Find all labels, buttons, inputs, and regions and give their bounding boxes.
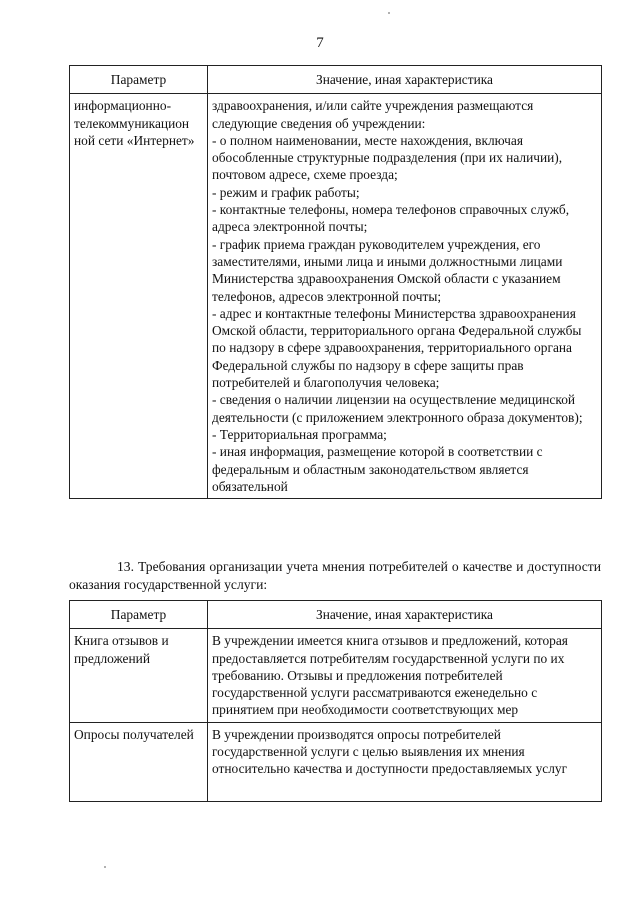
param-line: ной сети «Интернет» [74, 132, 195, 148]
value-paragraph: - сведения о наличии лицензии на осуществление медицинской деятельности (с приложением электронного образа документов); [212, 392, 583, 425]
value-paragraph: здравоохранения, и/или сайте учреждения размещаются следующие сведения об учреждении: [212, 98, 534, 131]
value-paragraph: - график приема граждан руководителем учреждения, его заместителями, иными лица и иными должностными лицами Министерства здравоохранения Омской области с указанием телефонов, адресов электронной почты; [212, 236, 563, 304]
value-cell: В учреждении производятся опросы потребителей государственной услуги с целью выявления их мнения относительно качества и доступности предоставляемых услуг [208, 722, 602, 801]
table-header-row [70, 601, 602, 629]
header-value: Значение, иная характеристика [208, 601, 602, 629]
header-param: Параметр [70, 66, 208, 94]
param-cell: Книга отзывов и предложений [70, 629, 208, 722]
scan-speck [388, 12, 390, 14]
value-cell [208, 94, 602, 499]
header-param: Параметр [70, 601, 208, 629]
param-line: телекоммуникацион [74, 115, 190, 131]
section-13-text: 13. Требования организации учета мнения потребителей о качестве и доступности оказания государственной услуги: [69, 559, 601, 592]
value-paragraph: - контактные телефоны, номера телефонов справочных служб, адреса электронной почты; [212, 202, 570, 235]
value-paragraph: - о полном наименовании, месте нахождения, включая обособленные структурные подразделения (при их наличии), почтовом адресе, схеме проезда; [212, 132, 563, 183]
parameters-table-1 [69, 65, 602, 499]
value-paragraph: - адрес и контактные телефоны Министерства здравоохранения Омской области, территориального органа Федеральной службы по надзору в сфере здравоохранения, территориального органа Федеральной службы по надзору в сфере защиты прав потребителей и благополучия человека; [212, 305, 582, 391]
value-cell: В учреждении имеется книга отзывов и предложений, которая предоставляется потребителям государственной услуги по их требованию. Отзывы и предложения потребителей государственной услуги рассматриваются еженедельно с принятием при необходимости соответствующих мер [208, 629, 602, 722]
param-cell [70, 94, 208, 499]
value-paragraph: - иная информация, размещение которой в соответствии с федеральным и областным законодательством является обязательной [212, 444, 543, 494]
scan-speck [104, 866, 106, 868]
header-value: Значение, иная характеристика [208, 66, 602, 94]
param-line: информационно- [74, 98, 172, 114]
table-row [70, 629, 602, 722]
table-header-row [70, 66, 602, 94]
page-number: 7 [316, 35, 324, 51]
table-row [70, 722, 602, 801]
parameters-table-2 [69, 600, 602, 802]
value-paragraph: - Территориальная программа; [212, 426, 387, 442]
param-cell: Опросы получателей [70, 722, 208, 801]
value-paragraph: - режим и график работы; [212, 184, 360, 200]
table-row [70, 94, 602, 499]
